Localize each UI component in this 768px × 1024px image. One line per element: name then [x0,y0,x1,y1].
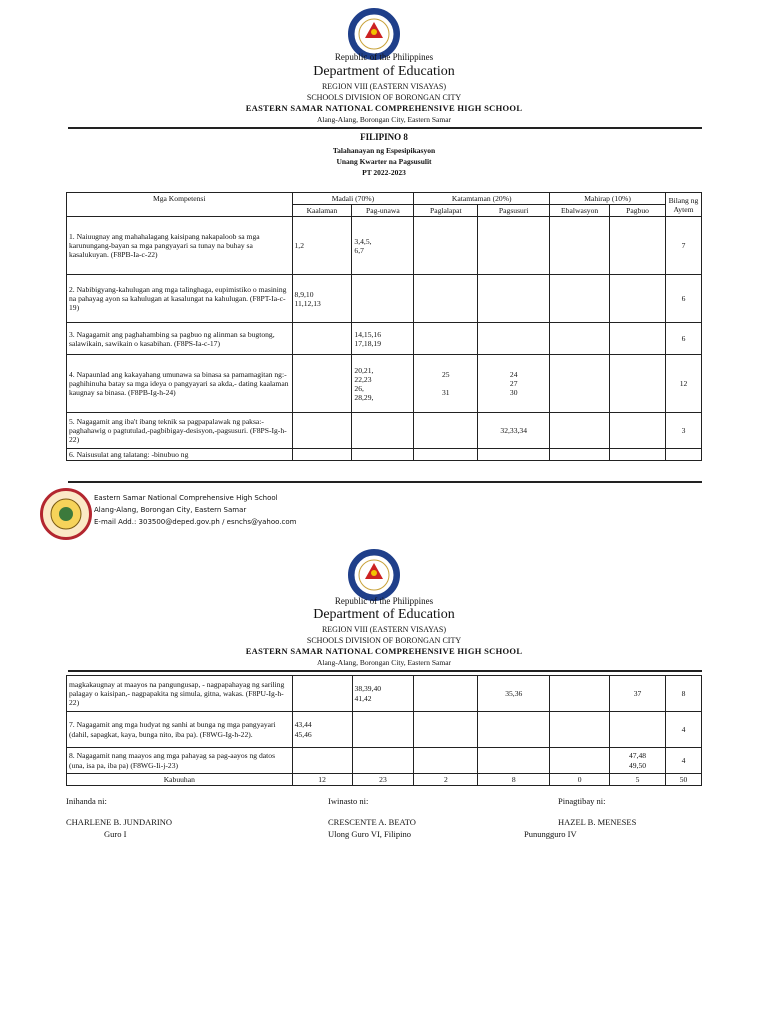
checked-label: Iwinasto ni: [328,796,369,806]
region-line-page2: REGION VIII (EASTERN VISAYAS) [321,625,447,634]
item-numbers-cell [292,413,352,449]
total-knowledge: 12 [292,774,352,786]
item-numbers-cell [414,413,478,449]
competency-cell: 1. Naiuugnay ang mahahalagang kaisipang nakapaloob sa mga karunungang-bayan sa mga pangyayari sa tunay na buhay sa kasalukuyan. (F8PB-Ia-c-22) [67,217,293,275]
competency-cell: 5. Nagagamit ang iba't ibang teknik sa pagpapalawak ng paksa:-paghahawig o pagtutulad,-pagbibigay-desisyon,-pagsusuri. (F8PS-Ig-h-22) [67,413,293,449]
col-evaluating: Ebalwasyon [550,205,610,217]
item-numbers-cell [414,676,478,712]
prepared-title: Guro I [104,829,127,839]
republic-line-page2: Republic of the Philippines [334,596,434,606]
item-numbers-cell: 37 [610,676,666,712]
item-count-cell: 4 [666,712,702,748]
school-address: Alang-Alang, Borongan City, Eastern Samar [316,115,452,124]
item-count-cell: 3 [665,413,701,449]
table-row [67,217,702,275]
competency-cell: 8. Nagagamit nang maayos ang mga pahayag sa pag-aayos ng datos (una, isa pa, iba pa) (F8WG-Ii-j-23) [67,748,293,774]
table-row [67,413,702,449]
table-row [67,449,702,461]
checked-name: CRESCENTE A. BEATO [328,817,416,827]
item-numbers-cell [352,712,414,748]
item-numbers-cell [292,355,352,413]
deped-seal-icon [350,10,398,58]
item-numbers-cell [610,275,666,323]
item-count-cell: 6 [665,323,701,355]
prepared-name: CHARLENE B. JUNDARINO [66,817,173,827]
item-numbers-cell [610,323,666,355]
division-line: SCHOOLS DIVISION OF BORONGAN CITY [306,93,462,102]
prepared-label: Inihanda ni: [66,796,107,806]
table-body-page2 [67,676,702,774]
table-row [67,355,702,413]
col-average: Katamtaman (20%) [414,193,550,205]
item-numbers-cell [550,712,610,748]
item-numbers-cell [478,275,550,323]
item-numbers-cell [292,748,352,774]
item-numbers-cell [352,748,414,774]
table-row [67,676,702,712]
division-line-page2: SCHOOLS DIVISION OF BORONGAN CITY [306,636,462,645]
item-numbers-cell [478,748,550,774]
table-row [67,748,702,774]
approved-label: Pinagtibay ni: [558,796,606,806]
checked-title: Ulong Guro VI, Filipino [328,829,411,839]
item-numbers-cell [478,323,550,355]
item-numbers-cell [478,217,550,275]
item-numbers-cell: 32,33,34 [478,413,550,449]
item-numbers-cell [292,676,352,712]
spec-table-page2 [66,675,702,786]
footer-school-address: Alang-Alang, Borongan City, Eastern Samar [94,506,247,514]
item-numbers-cell: 24 27 30 [478,355,550,413]
item-numbers-cell [610,355,666,413]
totals-label: Kabuuhan [67,774,293,786]
table-row [67,323,702,355]
item-numbers-cell: 38,39,40 41,42 [352,676,414,712]
item-numbers-cell: 20,21, 22,23 26, 28,29, [352,355,414,413]
item-numbers-cell: 47,48 49,50 [610,748,666,774]
item-numbers-cell: 8,9,10 11,12,13 [292,275,352,323]
item-numbers-cell [478,712,550,748]
item-numbers-cell [550,275,610,323]
page1-bottom-divider [68,481,702,483]
item-numbers-cell [610,217,666,275]
item-numbers-cell: 3,4,5, 6,7 [352,217,414,275]
item-numbers-cell [352,413,414,449]
department-title-page2: Department of Education [313,607,455,622]
item-count-cell: 8 [666,676,702,712]
item-numbers-cell [292,323,352,355]
school-logo-icon [43,491,89,537]
table-header-row [67,193,702,205]
item-numbers-cell [610,449,666,461]
col-understanding: Pag-unawa [352,205,414,217]
footer-email: E-mail Add.: 303500@deped.gov.ph / esnchs@yahoo.com [94,518,297,526]
item-numbers-cell: 35,36 [478,676,550,712]
item-count-cell: 6 [665,275,701,323]
table-body-page1 [67,217,702,461]
col-creating: Pagbuo [610,205,666,217]
republic-line: Republic of the Philippines [334,52,434,62]
item-numbers-cell [414,323,478,355]
item-numbers-cell: 1,2 [292,217,352,275]
subject-title: FILIPINO 8 [360,132,408,142]
competency-cell: 6. Naisusulat ang talatang: -binubuo ng [67,449,293,461]
item-numbers-cell [610,712,666,748]
item-count-cell [665,449,701,461]
col-competencies: Mga Kompetensi [67,193,293,217]
total-count: 50 [666,774,702,786]
deped-seal-icon [350,551,398,599]
item-numbers-cell: 14,15,16 17,18,19 [352,323,414,355]
item-numbers-cell [414,449,478,461]
title-line-3: PT 2022-2023 [362,168,406,177]
item-numbers-cell [550,413,610,449]
title-line-2: Unang Kwarter na Pagsusulit [336,157,432,166]
competency-cell: magkakaugnay at maayos na pangungusap, - nagpapahayag ng sariling palagay o kaisipan,- nagpapakita ng simula, gitna, wakas. (F8PU-Ig-h-22) [67,676,293,712]
col-applying: Paglalapat [414,205,478,217]
competency-cell: 2. Nabibigyang-kahulugan ang mga talinghaga, eupimistiko o masining na pahayag ayon sa kahulugan at kasalungat na kahulugan. (F8PT-Ia-c-19) [67,275,293,323]
title-line-1: Talahanayan ng Espesipikasyon [332,146,436,155]
header-divider [68,127,702,129]
item-numbers-cell [550,748,610,774]
col-analyzing: Pagsusuri [478,205,550,217]
col-easy: Madali (70%) [292,193,414,205]
total-evaluating: 0 [550,774,610,786]
total-creating: 5 [610,774,666,786]
header-divider-page2 [68,670,702,672]
table-row [67,275,702,323]
col-difficult: Mahirap (10%) [550,193,666,205]
item-numbers-cell [550,449,610,461]
item-numbers-cell [414,275,478,323]
item-numbers-cell [414,217,478,275]
school-name: EASTERN SAMAR NATIONAL COMPREHENSIVE HIGH SCHOOL [245,103,523,113]
item-numbers-cell [292,449,352,461]
item-numbers-cell [550,323,610,355]
item-count-cell: 7 [665,217,701,275]
total-analyzing: 8 [478,774,550,786]
footer-school-name: Eastern Samar National Comprehensive High School [94,494,278,502]
region-line: REGION VIII (EASTERN VISAYAS) [321,82,447,91]
spec-table-page1 [66,192,702,461]
department-title: Department of Education [313,64,455,79]
item-count-cell: 12 [665,355,701,413]
approved-title: Punungguro IV [524,829,577,839]
school-name-page2: EASTERN SAMAR NATIONAL COMPREHENSIVE HIGH SCHOOL [245,646,523,656]
item-numbers-cell [550,217,610,275]
item-numbers-cell [414,748,478,774]
item-numbers-cell [352,449,414,461]
item-numbers-cell [478,449,550,461]
school-address-page2: Alang-Alang, Borongan City, Eastern Samar [316,658,452,667]
col-count: Bilang ng Aytem [665,193,701,217]
competency-cell: 3. Nagagamit ang paghahambing sa pagbuo ng alinman sa bugtong, salawikain, sawikain o kasabihan. (F8PS-Ia-c-17) [67,323,293,355]
total-applying: 2 [414,774,478,786]
deped-seal-page2 [348,549,400,601]
item-numbers-cell [352,275,414,323]
table-row [67,712,702,748]
total-understanding: 23 [352,774,414,786]
item-numbers-cell: 43,44 45,46 [292,712,352,748]
item-numbers-cell [414,712,478,748]
approved-name: HAZEL B. MENESES [558,817,637,827]
item-numbers-cell [610,413,666,449]
col-knowledge: Kaalaman [292,205,352,217]
competency-cell: 4. Napaunlad ang kakayahang umunawa sa binasa sa pamamagitan ng:- paghihinuha batay sa mga ideya o pangyayari sa akda,- dating kaalaman kaugnay sa binasa. (F8PB-Ig-h-24) [67,355,293,413]
item-count-cell: 4 [666,748,702,774]
item-numbers-cell: 25 31 [414,355,478,413]
school-logo [40,488,92,540]
totals-row [67,774,702,786]
competency-cell: 7. Nagagamit ang mga hudyat ng sanhi at bunga ng mga pangyayari (dahil, sapagkat, kaya, bunga nito, iba pa). (F8WG-Ig-h-22). [67,712,293,748]
item-numbers-cell [550,355,610,413]
item-numbers-cell [550,676,610,712]
